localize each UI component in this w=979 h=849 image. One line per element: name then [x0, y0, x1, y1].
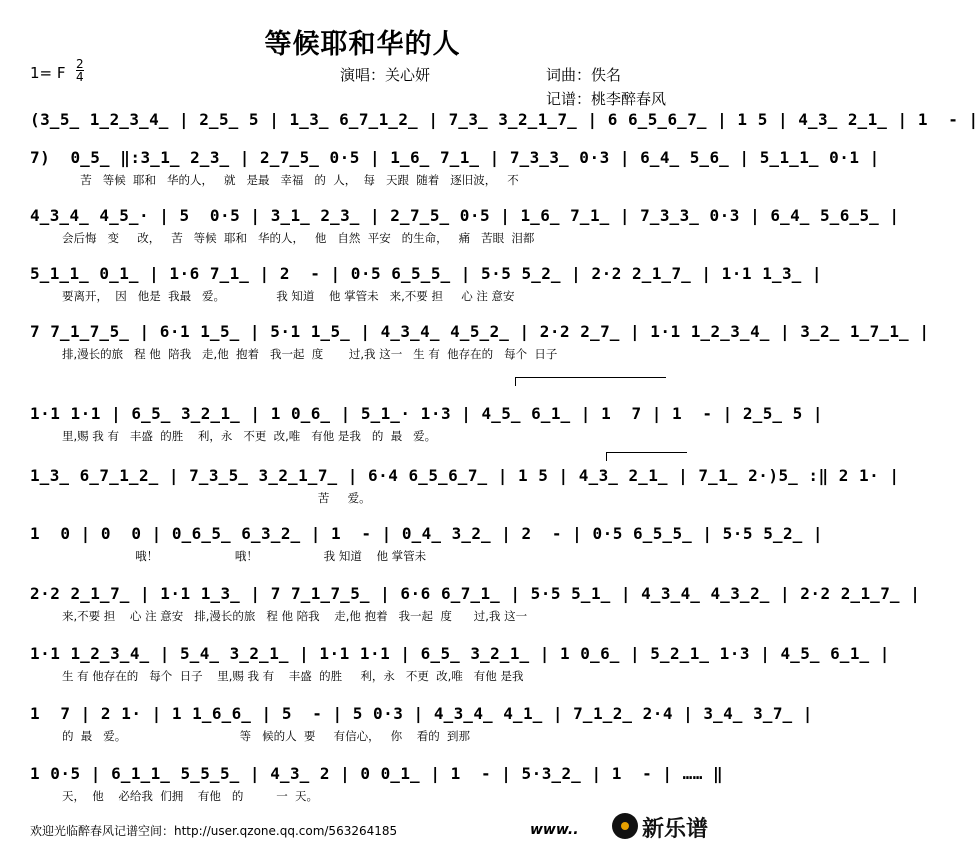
volta-bracket-1: [515, 377, 666, 386]
time-sig-top: 2: [76, 57, 84, 71]
notation-line: 7) 0̲5̲ ‖:3̲1̲ 2̲3̲ | 2̲7̲5̲ 0·5 | 1̲6̲ 7̲1̲ | 7̲3̲3̲ 0·3 | 6̲4̲ 5̲6̲ | 5̲1̲1̲ 0·1 |: [30, 148, 880, 167]
brand-name: 新乐谱: [642, 817, 709, 842]
score-row-10: [22, 644, 890, 696]
lyric-line: 哦！ 哦！ 我 知道 他 掌管未: [62, 549, 427, 563]
score-row-12: [22, 764, 724, 816]
notation-line: 7 7̲1̲7̲5̲ | 6·1 1̲5̲ | 5·1 1̲5̲ | 4̲3̲4̲ 4̲5̲2̲ | 2·2 2̲7̲ | 1·1 1̲2̲3̲4̲ | 3̲2̲ 1̲7̲1̲ |: [30, 322, 930, 341]
time-sig-bottom: 4: [76, 70, 84, 84]
score-row-7: [22, 466, 900, 518]
notation-line: 1 0 | 0 0 | 0̲6̲5̲ 6̲3̲2̲ | 1 - | 0̲4̲ 3̲2̲ | 2 - | 0·5 6̲5̲5̲ | 5·5 5̲2̲ |: [30, 524, 823, 543]
footer-note: 欢迎光临醉春风记谱空间：http://user.qzone.qq.com/563264185: [30, 824, 398, 838]
transcriber-credit: 记谱：桃李醉春风: [546, 90, 667, 108]
notation-line: 1 7 | 2 1· | 1 1̲6̲6̲ | 5 - | 5 0·3 | 4̲3̲4̲ 4̲1̲ | 7̲1̲2̲ 2·4 | 3̲4̲ 3̲7̲ |: [30, 704, 813, 723]
notation-line: 5̲1̲1̲ 0̲1̲ | 1·6 7̲1̲ | 2 - | 0·5 6̲5̲5̲ | 5·5 5̲2̲ | 2·2 2̲1̲7̲ | 1·1 1̲3̲ |: [30, 264, 822, 283]
lyric-line: 会后悔 变 改， 苦 等候 耶和 华的人， 他 自然 平安 的生命， 痛 苦眼 泪都: [62, 231, 535, 245]
notation-line: 2·2 2̲1̲7̲ | 1·1 1̲3̲ | 7 7̲1̲7̲5̲ | 6·6 6̲7̲1̲ | 5·5 5̲1̲ | 4̲3̲4̲ 4̲3̲2̲ | 2·2 2̲1̲7̲ |: [30, 584, 921, 603]
lyric-line: 排,漫长的旅 程 他 陪我 走,他 抱着 我一起 度 过,我 这一 生 有 他存在的 每个 日子: [62, 347, 558, 361]
score-row-5: [22, 322, 930, 374]
lyric-line: 的 最 爱。 等 候的人 要 有信心， 你 看的 到那: [62, 729, 471, 743]
lyric-line: 苦 等候 耶和 华的人， 就 是最 幸福 的 人， 每 天跟 随着 逐旧波， 不: [62, 173, 519, 187]
notation-line: 1̲3̲ 6̲7̲1̲2̲ | 7̲3̲5̲ 3̲2̲1̲7̲ | 6·4 6̲5̲6̲7̲ | 1 5 | 4̲3̲ 2̲1̲ | 7̲1̲ 2·)5̲ :‖ 2 1· |: [30, 466, 900, 485]
notation-line: 4̲3̲4̲ 4̲5̲· | 5 0·5 | 3̲1̲ 2̲3̲ | 2̲7̲5̲ 0·5 | 1̲6̲ 7̲1̲ | 7̲3̲3̲ 0·3 | 6̲4̲ 5̲6̲5̲ |: [30, 206, 900, 225]
lyric-line: 生 有 他存在的 每个 日子 里,赐 我 有 丰盛 的胜 利，永 不更 改,唯 有他 是我: [62, 669, 524, 683]
record-disc-icon: [612, 813, 638, 839]
lyric-line: 里,赐 我 有 丰盛 的胜 利，永 不更 改,唯 有他 是我 的 最 爱。: [62, 429, 437, 443]
footer-www: www..: [530, 822, 579, 838]
lyric-line: 来,不要 担 心 注 意安 排,漫长的旅 程 他 陪我 走,他 抱着 我一起 度 过,我 这一: [62, 609, 528, 623]
score-row-8: [22, 524, 823, 576]
score-row-3: [22, 206, 900, 258]
time-signature: [76, 58, 84, 83]
score-row-4: [22, 264, 822, 316]
brand-logo: [612, 810, 722, 846]
notation-line: 1 0·5 | 6̲1̲1̲ 5̲5̲5̲ | 4̲3̲ 2 | 0 0̲1̲ | 1 - | 5·3̲2̲ | 1 - | …… ‖: [30, 764, 724, 783]
volta-bracket-2: [606, 452, 687, 461]
score-row-2: [22, 148, 880, 200]
score-row-9: [22, 584, 921, 636]
composer-credit: 词曲：佚名: [546, 66, 622, 84]
notation-line: (3̲5̲ 1̲2̲3̲4̲ | 2̲5̲ 5 | 1̲3̲ 6̲7̲1̲2̲ | 7̲3̲ 3̲2̲1̲7̲ | 6 6̲5̲6̲7̲ | 1 5 | 4̲3̲ 2̲1̲ | 1 - |: [30, 110, 979, 129]
page-title: 等候耶和华的人: [264, 29, 461, 60]
notation-line: 1·1 1̲2̲3̲4̲ | 5̲4̲ 3̲2̲1̲ | 1·1 1·1 | 6̲5̲ 3̲2̲1̲ | 1 0̲6̲ | 5̲2̲1̲ 1·3 | 4̲5̲ 6̲1̲ |: [30, 644, 890, 663]
score-row-11: [22, 704, 813, 756]
notation-line: 1·1 1·1 | 6̲5̲ 3̲2̲1̲ | 1 0̲6̲ | 5̲1̲· 1·3 | 4̲5̲ 6̲1̲ | 1 7 | 1 - | 2̲5̲ 5 |: [30, 404, 823, 423]
lyric-line: 苦 爱。: [62, 491, 371, 505]
lyric-line: 天， 他 必给我 们拥 有他 的 一 天。: [62, 789, 319, 803]
key-signature: 1= F: [30, 64, 66, 82]
score-row-6: [22, 404, 823, 456]
lyric-line: 要离开， 因 他是 我最 爱。 我 知道 他 掌管未 来,不要 担 心 注 意安: [62, 289, 515, 303]
singer-credit: 演唱：关心妍: [340, 66, 431, 84]
